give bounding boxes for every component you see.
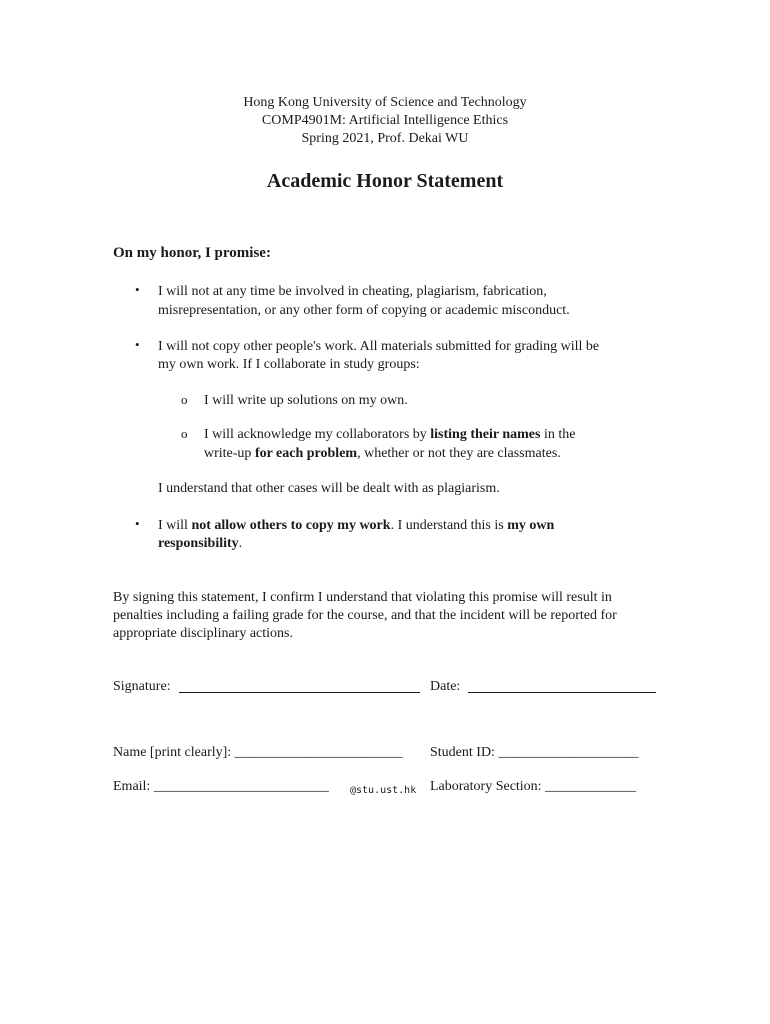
bullet1-line1: I will not at any time be involved in cheating, plagiarism, fabrication, (158, 284, 547, 299)
bullet-marker: • (135, 516, 140, 531)
confirm-line3: appropriate disciplinary actions. (113, 626, 293, 641)
bullet2-line1: I will not copy other people's work. All materials submitted for grading will be (158, 339, 600, 354)
page-title: Academic Honor Statement (266, 170, 504, 192)
name-field[interactable]: Name [print clearly]: ________________________ (113, 745, 403, 760)
confirm-line1: By signing this statement, I confirm I understand that violating this promise will result in (113, 590, 612, 605)
bullet-marker: • (135, 337, 140, 352)
sub-bullet2-line2: write-up for each problem, whether or not they are classmates. (204, 446, 561, 461)
confirm-line2: penalties including a failing grade for the course, and that the incident will be reported for (113, 608, 617, 623)
date-label: Date: (430, 679, 461, 694)
bullet1-line2: misrepresentation, or any other form of copying or academic misconduct. (158, 303, 570, 318)
sub-bullet1-text: I will write up solutions on my own. (204, 393, 408, 408)
university-name: Hong Kong University of Science and Technology (243, 95, 527, 110)
date-line[interactable] (468, 692, 656, 693)
plagiarism-note: I understand that other cases will be dealt with as plagiarism. (158, 481, 500, 496)
term-instructor: Spring 2021, Prof. Dekai WU (301, 131, 469, 146)
sub-bullet2-line1: I will acknowledge my collaborators by listing their names in the (204, 427, 576, 442)
sub-bullet-marker: o (181, 426, 188, 441)
signature-line[interactable] (179, 692, 420, 693)
bullet3-line1: I will not allow others to copy my work. I understand this is my own (158, 518, 555, 533)
student-id-field[interactable]: Student ID: ____________________ (430, 745, 639, 760)
sub-bullet-marker: o (181, 392, 188, 407)
course-name: COMP4901M: Artificial Intelligence Ethics (261, 113, 509, 128)
email-field[interactable]: Email: _________________________ (113, 779, 329, 794)
bullet2-line2: my own work. If I collaborate in study groups: (158, 357, 420, 372)
lab-section-field[interactable]: Laboratory Section: _____________ (430, 779, 637, 794)
promise-heading: On my honor, I promise: (113, 245, 271, 261)
bullet3-line2: responsibility. (158, 536, 243, 551)
signature-label: Signature: (113, 679, 171, 694)
bullet-marker: • (135, 282, 140, 297)
email-domain: @stu.ust.hk (350, 785, 417, 796)
